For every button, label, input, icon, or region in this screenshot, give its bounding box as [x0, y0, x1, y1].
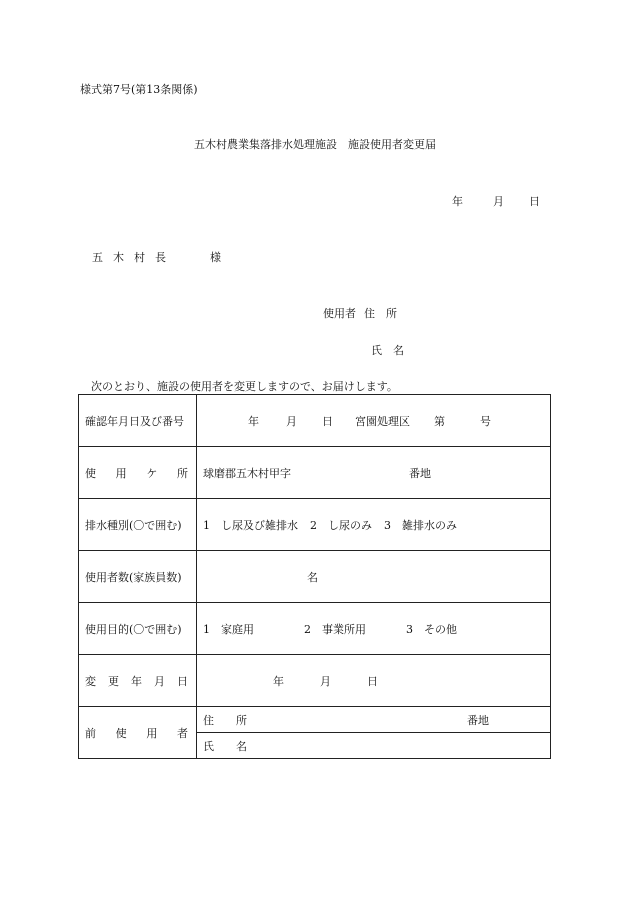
wastewater-option[interactable]: 1 し尿及び雑排水 [203, 518, 298, 532]
change-date-value[interactable] [197, 655, 551, 707]
label-char: ケ [146, 466, 158, 480]
conf-number-suffix: 号 [480, 414, 491, 428]
addressee-honorific: 様 [210, 251, 221, 264]
wastewater-type-label: 排水種別(〇で囲む) [79, 499, 197, 551]
addressee-char: 長 [155, 251, 166, 264]
previous-user-name[interactable] [197, 733, 551, 759]
table-row [79, 707, 551, 733]
label-char: 者 [176, 726, 188, 740]
location-value[interactable] [197, 447, 551, 499]
label-char: 前 [85, 726, 96, 740]
purpose-label: 使用目的(〇で囲む) [79, 603, 197, 655]
addressee [92, 249, 221, 265]
table-row [79, 603, 551, 655]
confirmation-label: 確認年月日及び番号 [79, 395, 197, 447]
applicant-label: 使用者 [323, 307, 356, 320]
table-row [79, 447, 551, 499]
confirmation-value[interactable] [197, 395, 551, 447]
conf-day: 日 [322, 414, 333, 428]
change-day: 日 [367, 674, 378, 688]
label-char: 用 [115, 466, 127, 480]
change-date-label [79, 655, 197, 707]
date-month-label: 月 [493, 195, 504, 208]
label-char: 更 [108, 674, 119, 688]
purpose-option[interactable]: 1 家庭用 [203, 622, 254, 636]
previous-user-label [79, 707, 197, 759]
location-label [79, 447, 197, 499]
table-row [79, 499, 551, 551]
table-row [79, 655, 551, 707]
label-char: 所 [176, 466, 188, 480]
change-year: 年 [273, 674, 284, 688]
wastewater-type-options[interactable] [197, 499, 551, 551]
user-count-value[interactable] [197, 551, 551, 603]
prev-address-label: 住 所 [203, 713, 247, 727]
user-count-label: 使用者数(家族員数) [79, 551, 197, 603]
user-count-unit: 名 [307, 570, 318, 584]
date-year-label: 年 [452, 195, 463, 208]
change-month: 月 [320, 674, 331, 688]
applicant-address [323, 305, 397, 321]
submission-date [452, 193, 540, 209]
label-char: 日 [177, 674, 188, 688]
table-row [79, 551, 551, 603]
applicant-name: 氏 名 [371, 344, 404, 357]
location-prefix: 球磨郡五木村甲字 [203, 466, 291, 480]
document-title: 五木村農業集落排水処理施設 施設使用者変更届 [194, 138, 436, 151]
application-table [78, 394, 551, 759]
location-suffix: 番地 [409, 466, 431, 480]
label-char: 変 [85, 674, 96, 688]
purpose-option[interactable]: 2 事業所用 [304, 622, 366, 636]
prev-address-suffix: 番地 [467, 713, 489, 727]
conf-year: 年 [248, 414, 259, 428]
label-char: 用 [146, 726, 158, 740]
form-number: 様式第7号(第13条関係) [80, 83, 198, 96]
addressee-char: 木 [113, 251, 124, 264]
addressee-char: 村 [134, 251, 145, 264]
conf-number-prefix: 第 [434, 414, 445, 428]
applicant-address-label: 住 所 [364, 307, 397, 320]
intro-text: 次のとおり、施設の使用者を変更しますので、お届けします。 [91, 380, 398, 393]
date-day-label: 日 [529, 195, 540, 208]
wastewater-option[interactable]: 3 雑排水のみ [384, 518, 457, 532]
label-char: 月 [154, 674, 165, 688]
table-row [79, 395, 551, 447]
addressee-char: 五 [92, 251, 103, 264]
prev-name-label: 氏 名 [203, 739, 247, 753]
purpose-options[interactable] [197, 603, 551, 655]
label-char: 年 [131, 674, 142, 688]
label-char: 使 [115, 726, 127, 740]
label-char: 使 [85, 466, 96, 480]
conf-district: 宮園処理区 [355, 414, 410, 428]
wastewater-option[interactable]: 2 し尿のみ [310, 518, 372, 532]
conf-month: 月 [286, 414, 297, 428]
purpose-option[interactable]: 3 その他 [406, 622, 457, 636]
previous-user-address[interactable] [197, 707, 551, 733]
